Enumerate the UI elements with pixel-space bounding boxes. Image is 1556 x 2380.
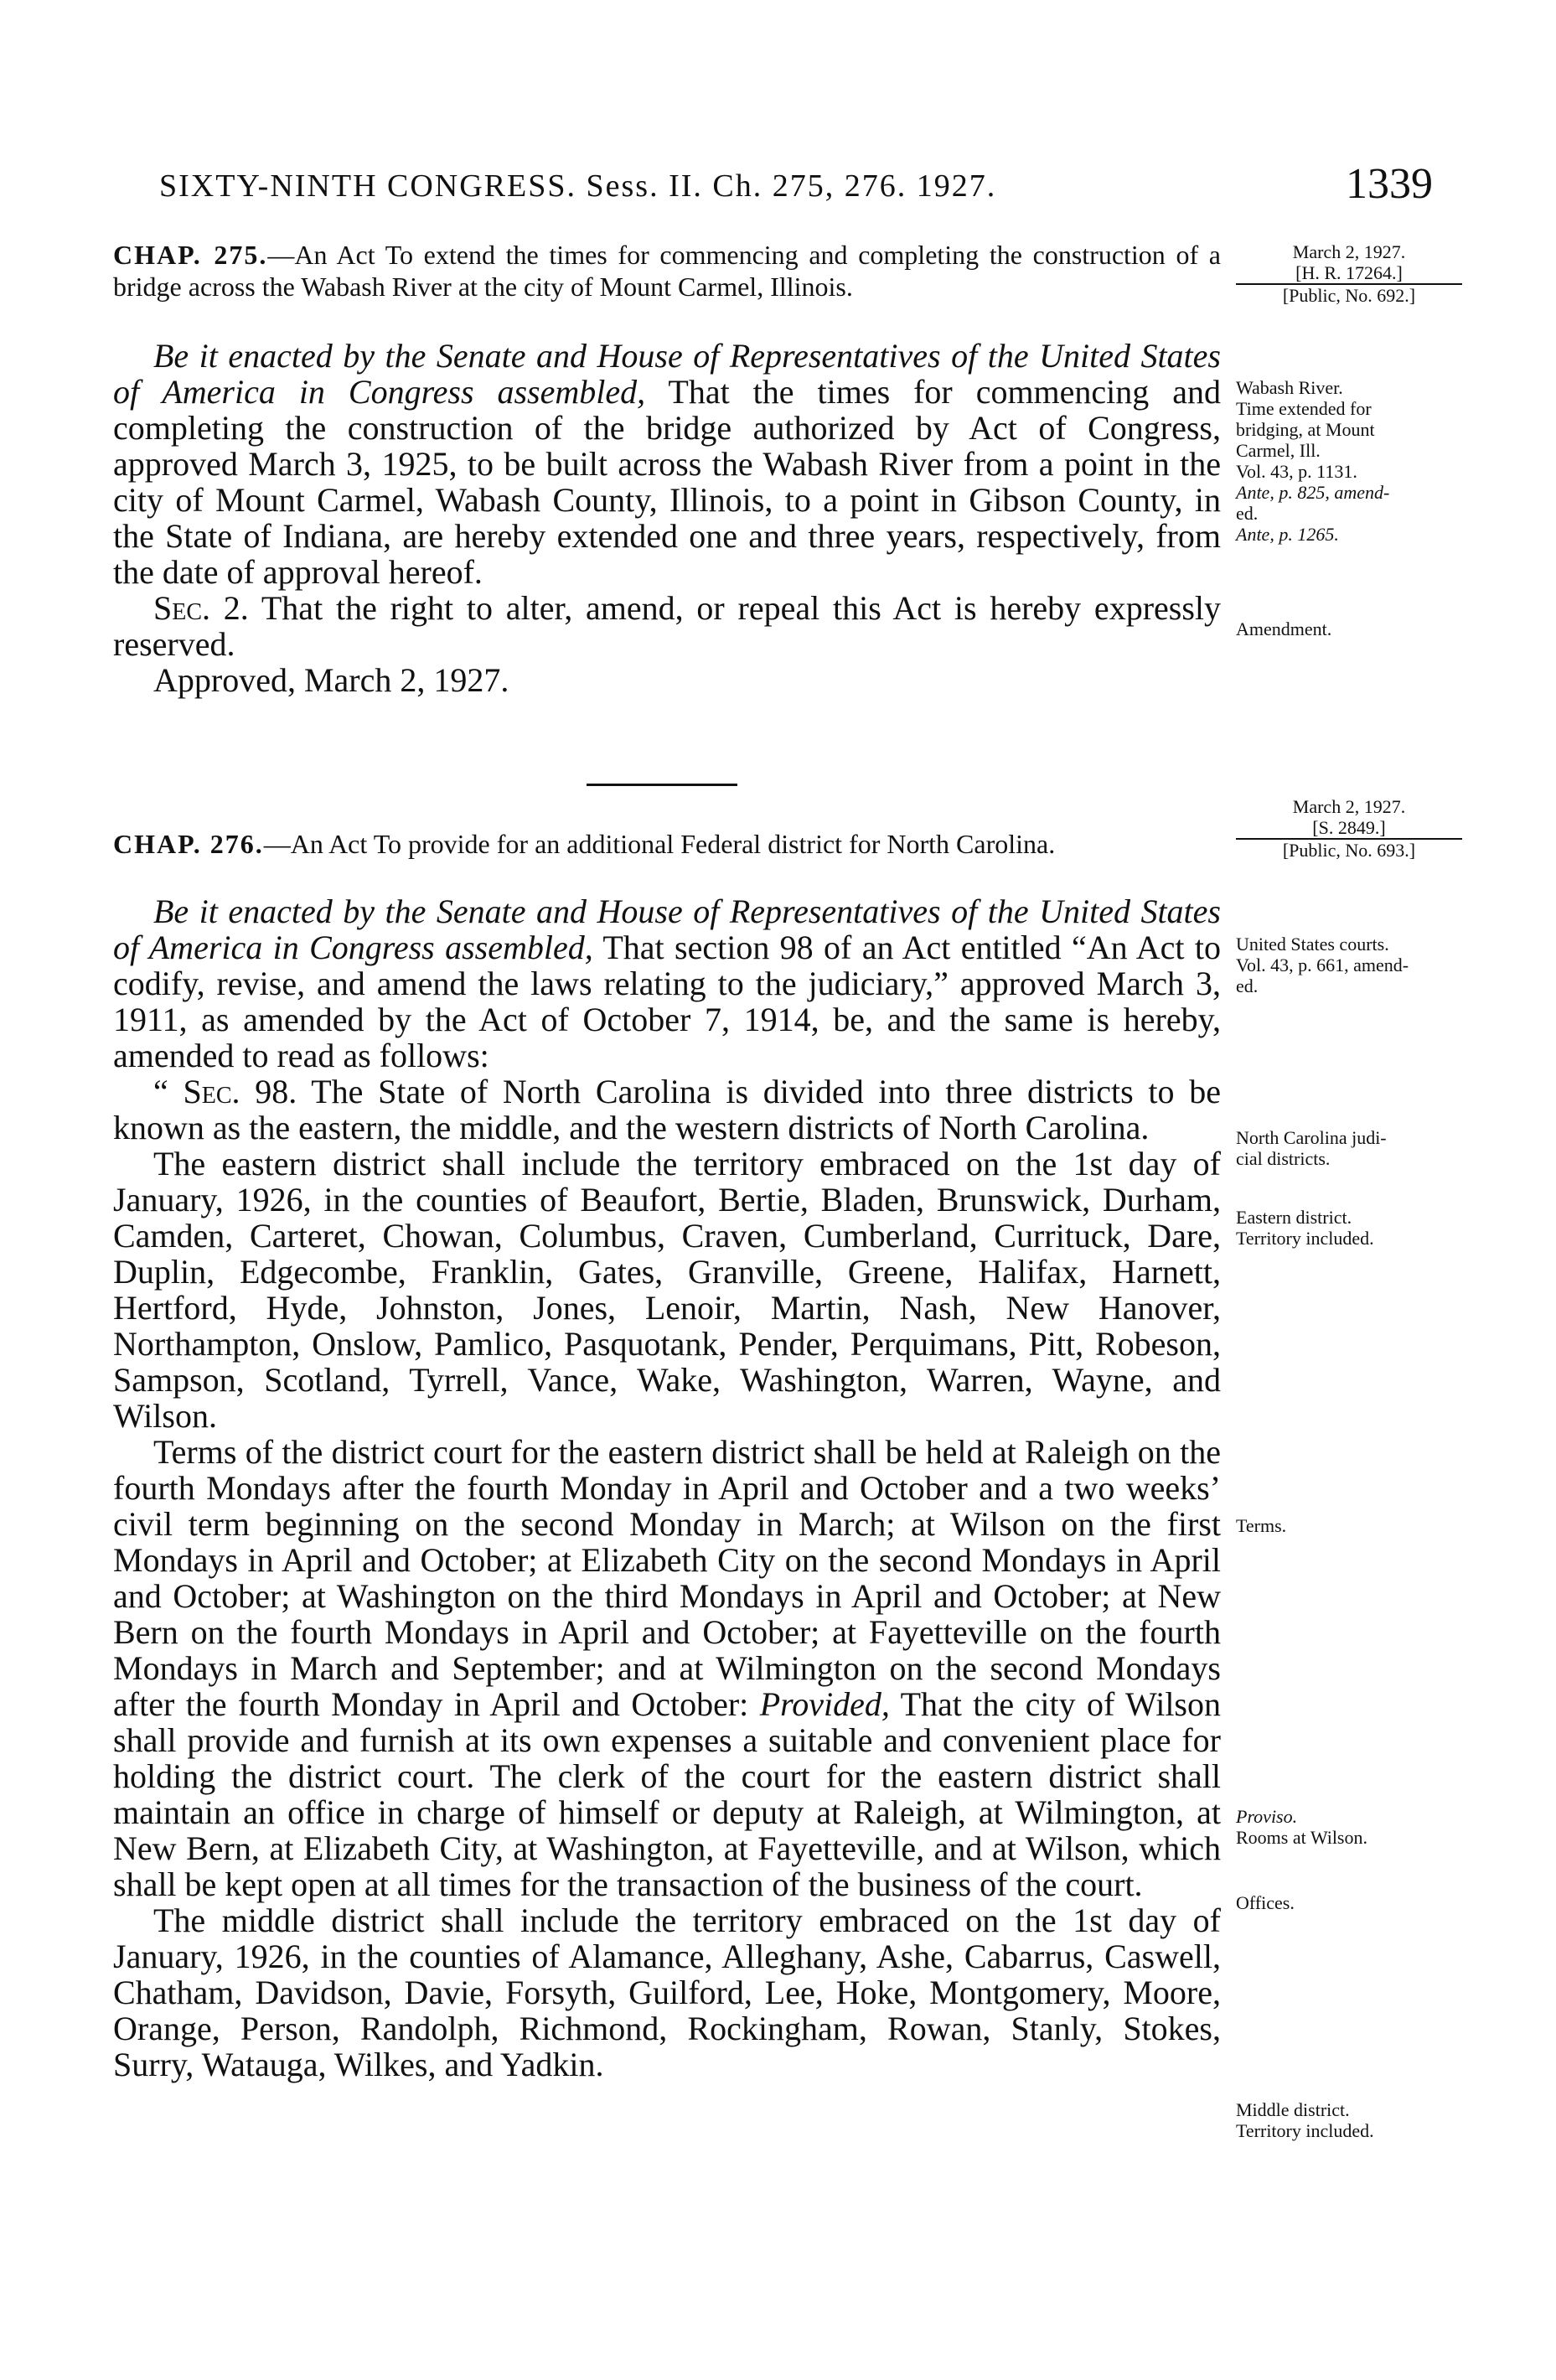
chap-276-date-block: [1236, 796, 1487, 861]
chap-276-terms: [113, 1434, 1221, 1902]
sidenote-line: cial districts.: [1236, 1148, 1331, 1169]
chap-276-sec98: [113, 1074, 1221, 1146]
chap-275-sidenote: [1236, 377, 1487, 545]
chapter-276: [113, 828, 1221, 2082]
sidenote-line: Time extended for: [1236, 398, 1372, 419]
chap-276-title: —An Act To provide for an additional Federal district for North Carolina.: [263, 829, 1056, 859]
chap-275-bill: [H. R. 17264.]: [1236, 262, 1462, 285]
sidenote-line: Vol. 43, p. 661, amend-: [1236, 955, 1409, 975]
chap-276-enacting-clause: Be it enacted by the Senate and House of Representatives of the United States of America in Congress assembled,: [113, 892, 1221, 966]
chap-275-section-2: [113, 590, 1221, 662]
chap-276-bill: [S. 2849.]: [1236, 817, 1462, 840]
chap-275-label: CHAP. 275.: [113, 240, 268, 270]
chap-276-intro: [113, 893, 1221, 1074]
sidenote-terms: Terms.: [1236, 1515, 1287, 1536]
chap-276-intro-text: That section 98 of an Act entitled “An Act to codify, revise, and amend the laws relating to the judiciary,” approved March 3, 1911, as amended by the Act of October 7, 1914, be, and the same is hereby, amended to read as follows:: [113, 929, 1222, 1074]
sidenote-line: North Carolina judi-: [1236, 1127, 1387, 1148]
chap-275-title: —An Act To extend the times for commencing and completing the construction of a bridge across the Wabash River at the city of Mount Carmel, Illinois.: [113, 240, 1222, 302]
chap-276-terms-proviso-text: That the city of Wilson shall provide and furnish at its own expenses a suitable and convenient place for holding the district court. The clerk of the court for the eastern district shall maintain an office in charge of himself or deputy at Raleigh, at Wilmington, at New Bern, at Elizabeth City, at Washington, at Fayetteville, and at Wilson, which shall be kept open at all times for the transaction of the business of the court.: [113, 1685, 1222, 1903]
sidenote-proviso: Proviso.: [1236, 1806, 1298, 1827]
chapter-divider: [587, 784, 737, 786]
chap-276-public-law: [Public, No. 693.]: [1282, 840, 1416, 861]
chap-276-label: CHAP. 276.: [113, 829, 264, 859]
sidenote-line: ed.: [1236, 975, 1259, 996]
sidenote-line: Wabash River.: [1236, 377, 1343, 398]
sidenote-line: Ante, p. 1265.: [1236, 524, 1339, 545]
sidenote-line: Eastern district.: [1236, 1207, 1352, 1228]
chap-276-terms-note: [1236, 1515, 1487, 1536]
chap-275-heading: [113, 239, 1221, 303]
chap-275-public-law: [Public, No. 692.]: [1282, 285, 1416, 306]
sidenote-line: Carmel, Ill.: [1236, 440, 1321, 461]
chap-275-body: [113, 338, 1221, 662]
sidenote-line: Vol. 43, p. 1131.: [1236, 461, 1357, 482]
sidenote-offices: Offices.: [1236, 1892, 1295, 1913]
chap-276-body: [113, 893, 1221, 2082]
chap-276-heading: [113, 828, 1221, 860]
page-number: 1339: [1346, 160, 1433, 208]
chap-276-districts-note: [1236, 1127, 1487, 1169]
chap-275-date-block: [1236, 241, 1487, 306]
sidenote-rooms: Rooms at Wilson.: [1236, 1827, 1367, 1848]
sidenote-line: Ante, p. 825, amend-: [1236, 482, 1390, 503]
chapter-275: [113, 239, 1221, 698]
chap-276-middle-note: [1236, 2099, 1487, 2141]
sidenote-line: United States courts.: [1236, 934, 1389, 955]
chap-276-eastern-district: The eastern district shall include the territory embraced on the 1st day of January, 1926, in the counties of Beaufort, Bertie, Bladen, Brunswick, Durham, Camden, Carteret, Chowan, Columbus, Craven, Cumberland, Currituck, Dare, Duplin, Edgecombe, Franklin, Gates, Granville, Greene, Halifax, Harnett, Hertford, Hyde, Johnston, Jones, Lenoir, Martin, Nash, New Hanover, Northampton, Onslow, Pamlico, Pasquotank, Pender, Perquimans, Pitt, Robeson, Sampson, Scotland, Tyrrell, Vance, Wake, Washington, Warren, Wayne, and Wilson.: [113, 1145, 1221, 1435]
chap-276-proviso-note: [1236, 1806, 1487, 1848]
chap-276-sec98-label: “ Sec. 98.: [153, 1073, 297, 1110]
chap-276-eastern-note: [1236, 1207, 1487, 1249]
chap-276-middle-district: The middle district shall include the territory embraced on the 1st day of January, 1926, in the counties of Alamance, Alleghany, Ashe, Cabarrus, Caswell, Chatham, Davidson, Davie, Forsyth, Guilford, Lee, Hoke, Montgomery, Moore, Orange, Person, Randolph, Richmond, Rockingham, Rowan, Stanly, Stokes, Surry, Watauga, Wilkes, and Yadkin.: [113, 1901, 1221, 2083]
chap-275-section-1: [113, 338, 1221, 590]
chap-275-enacting-clause: Be it enacted by the Senate and House of Representatives of the United States of America in Congress assembled,: [113, 337, 1221, 411]
chap-275-sec1-text: That the times for commencing and completing the construction of the bridge authorized by Act of Congress, approved March 3, 1925, to be built across the Wabash River from a point in the city of Mount Carmel, Wabash County, Illinois, to a point in Gibson County, in the State of Indiana, are hereby extended one and three years, respectively, from the date of approval hereof.: [113, 373, 1222, 591]
sidenote-line: ed.: [1236, 503, 1259, 524]
chap-275-sec2-label: Sec. 2.: [153, 589, 249, 627]
chap-276-offices-note: [1236, 1892, 1487, 1913]
running-head: [159, 159, 1433, 218]
chap-275-amendment-note: [1236, 618, 1487, 639]
chap-275-sec2-text: That the right to alter, amend, or repeal this Act is hereby expressly reserved.: [113, 589, 1222, 663]
chap-276-courts-note: [1236, 934, 1487, 996]
chap-275-approved: Approved, March 2, 1927.: [153, 661, 509, 699]
sidenote-line: bridging, at Mount: [1236, 419, 1375, 440]
sidenote-line: Middle district.: [1236, 2099, 1350, 2120]
sidenote-line: Territory included.: [1236, 1228, 1374, 1249]
running-title: SIXTY-NINTH CONGRESS. Sess. II. Ch. 275, 276. 1927.: [159, 168, 997, 204]
chap-275-date: March 2, 1927.: [1292, 241, 1406, 262]
chap-276-sec98-text: The State of North Carolina is divided into three districts to be known as the eastern, the middle, and the western districts of North Carolina.: [113, 1073, 1221, 1146]
chap-276-date: March 2, 1927.: [1292, 796, 1406, 817]
chap-276-terms-text: Terms of the district court for the eastern district shall be held at Raleigh on the fourth Mondays after the fourth Monday in April and October and a two weeks’ civil term beginning on the second Monday in March; at Wilson on the first Mondays in April and October; at Elizabeth City on the second Mondays in April and October; at Washington on the third Mondays in April and October; at New Bern on the fourth Mondays in April and October; at Fayetteville on the fourth Mondays in March and September; and at Wilmington on the second Mondays after the fourth Monday in April and October:: [113, 1433, 1221, 1723]
sidenote-amendment: Amendment.: [1236, 618, 1332, 639]
sidenote-line: Territory included.: [1236, 2120, 1374, 2141]
chap-276-provided: Provided,: [759, 1685, 890, 1723]
